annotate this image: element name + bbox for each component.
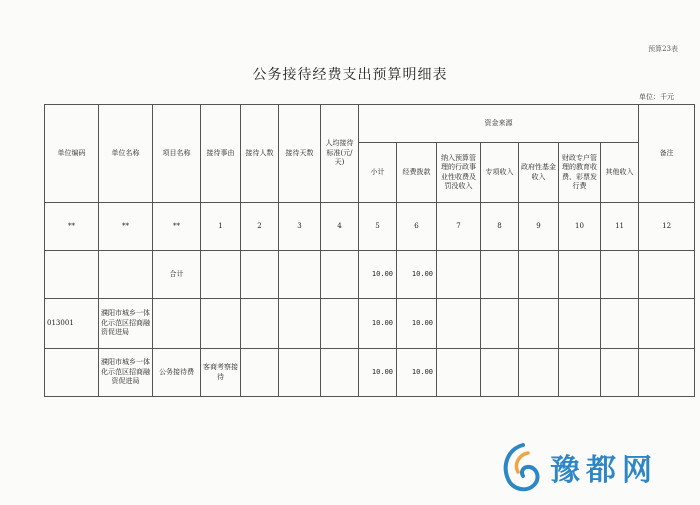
index-cell: **: [99, 203, 153, 251]
cell-empty: [437, 251, 481, 299]
cell-empty: [601, 299, 639, 349]
cell-unit-code: 013001: [45, 299, 99, 349]
header-budget-fees: 纳入预算管理的行政事业性收费及罚没收入: [437, 143, 481, 203]
cell-unit-name: [99, 251, 153, 299]
cell-empty: [519, 299, 559, 349]
cell-empty: [437, 349, 481, 397]
cell-empty: [559, 349, 601, 397]
form-code: 预算23表: [648, 45, 678, 53]
index-cell: 4: [321, 203, 359, 251]
header-reception-reason: 接待事由: [201, 105, 241, 203]
table-row: [45, 349, 695, 397]
index-cell: 8: [481, 203, 519, 251]
index-row: [45, 203, 695, 251]
cell-unit-name: 濮阳市城乡一体化示范区招商融资促进局: [99, 349, 153, 397]
header-funding-source: 资金来源: [359, 105, 639, 143]
cell-empty: [321, 251, 359, 299]
cell-empty: [601, 349, 639, 397]
budget-table: [44, 104, 695, 397]
cell-unit-code: [45, 251, 99, 299]
cell-empty: [519, 349, 559, 397]
cell-empty: [321, 349, 359, 397]
header-reception-people: 接待人数: [241, 105, 279, 203]
index-cell: 9: [519, 203, 559, 251]
page-title: 公务接待经费支出预算明细表: [252, 67, 448, 83]
cell-appropriation: 10.00: [397, 251, 437, 299]
index-cell: 7: [437, 203, 481, 251]
cell-reason: [201, 251, 241, 299]
header-gov-fund: 政府性基金收入: [519, 143, 559, 203]
header-item-name: 项目名称: [153, 105, 201, 203]
index-cell: 5: [359, 203, 397, 251]
header-unit-code: 单位编码: [45, 105, 99, 203]
cell-appropriation: 10.00: [397, 349, 437, 397]
cell-empty: [639, 251, 695, 299]
watermark-text: 豫都网: [550, 453, 658, 488]
cell-empty: [279, 299, 321, 349]
index-cell: 12: [639, 203, 695, 251]
header-appropriation: 经费拨款: [397, 143, 437, 203]
cell-empty: [639, 299, 695, 349]
index-cell: 10: [559, 203, 601, 251]
index-cell: 1: [201, 203, 241, 251]
cell-empty: [601, 251, 639, 299]
cell-item-name: 合计: [153, 251, 201, 299]
cell-empty: [279, 251, 321, 299]
cell-unit-name: 濮阳市城乡一体化示范区招商融资促进局: [99, 299, 153, 349]
cell-reason: [201, 299, 241, 349]
cell-empty: [241, 299, 279, 349]
cell-item-name: [153, 299, 201, 349]
cell-empty: [437, 299, 481, 349]
cell-empty: [559, 251, 601, 299]
cell-empty: [241, 349, 279, 397]
cell-reason: 客商考察接待: [201, 349, 241, 397]
cell-empty: [481, 299, 519, 349]
cell-empty: [481, 349, 519, 397]
cell-subtotal: 10.00: [359, 299, 397, 349]
index-cell: 11: [601, 203, 639, 251]
cell-empty: [279, 349, 321, 397]
header-per-capita-standard: 人均接待标准(元/天): [321, 105, 359, 203]
table-row: [45, 251, 695, 299]
unit-label: 单位：千元: [639, 93, 674, 101]
table-row: [45, 299, 695, 349]
header-remarks: 备注: [639, 105, 695, 203]
index-cell: 6: [397, 203, 437, 251]
index-cell: 3: [279, 203, 321, 251]
header-unit-name: 单位名称: [99, 105, 153, 203]
index-cell: **: [45, 203, 99, 251]
header-other-income: 其他收入: [601, 143, 639, 203]
watermark: [498, 437, 698, 501]
cell-appropriation: 10.00: [397, 299, 437, 349]
cell-subtotal: 10.00: [359, 251, 397, 299]
header-reception-days: 接待天数: [279, 105, 321, 203]
cell-empty: [639, 349, 695, 397]
cell-empty: [321, 299, 359, 349]
header-fiscal-special: 财政专户管理的教育收费、彩票发行费: [559, 143, 601, 203]
cell-empty: [519, 251, 559, 299]
cell-empty: [559, 299, 601, 349]
cell-item-name: 公务接待费: [153, 349, 201, 397]
index-cell: **: [153, 203, 201, 251]
header-subtotal: 小计: [359, 143, 397, 203]
header-row-1: [45, 105, 695, 143]
cell-empty: [481, 251, 519, 299]
cell-unit-code: [45, 349, 99, 397]
header-special-income: 专项收入: [481, 143, 519, 203]
cell-empty: [241, 251, 279, 299]
index-cell: 2: [241, 203, 279, 251]
cell-subtotal: 10.00: [359, 349, 397, 397]
